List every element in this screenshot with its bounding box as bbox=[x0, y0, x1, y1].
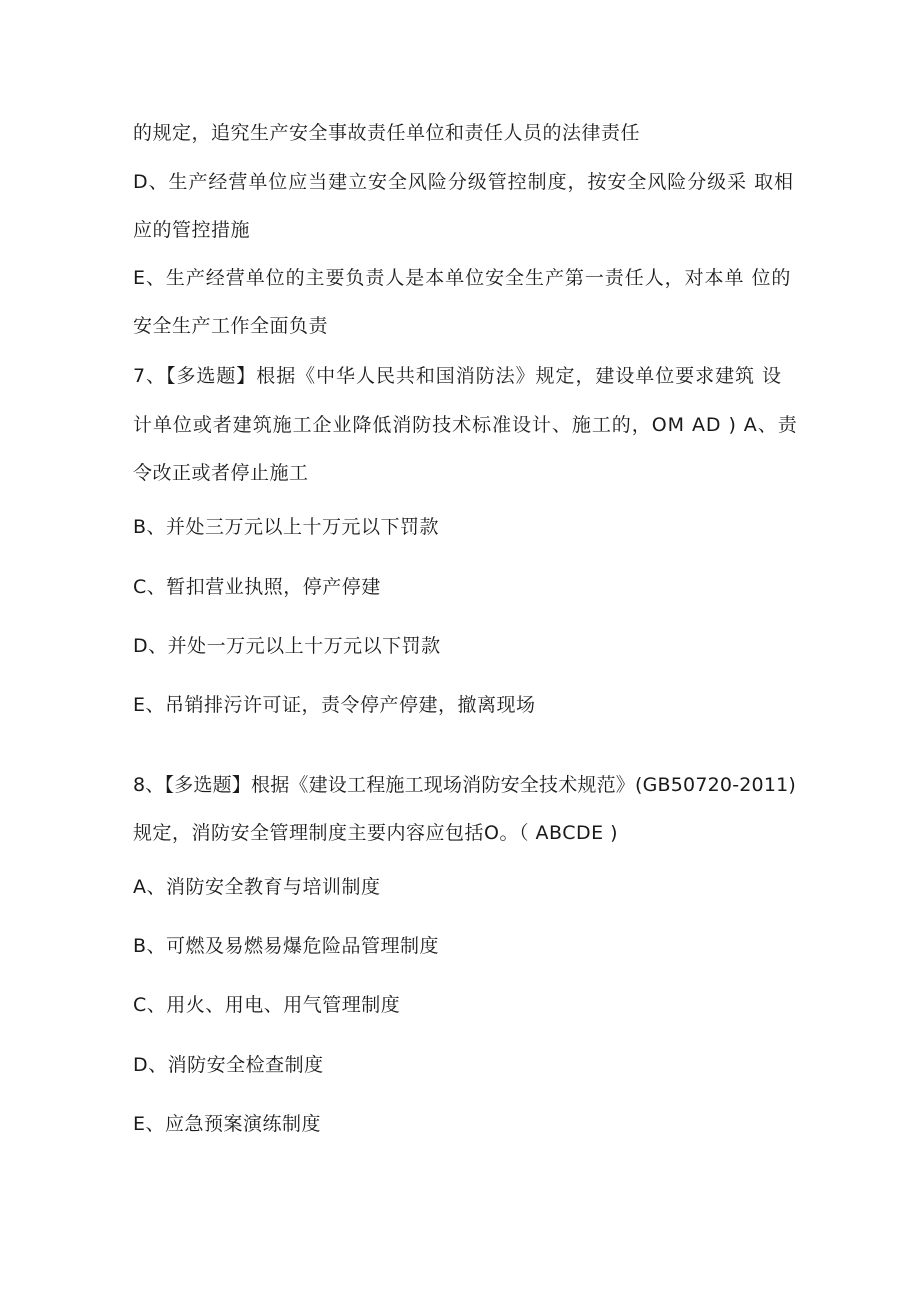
text-line: 令改正或者停止施工 bbox=[133, 462, 309, 484]
option-a-line: A、消防安全教育与培训制度 bbox=[133, 876, 381, 898]
option-c-line: C、暂扣营业执照，停产停建 bbox=[133, 576, 381, 598]
text-line: 计单位或者建筑施工企业降低消防技术标准设计、施工的，OM AD ) A、责 bbox=[133, 414, 798, 436]
option-e-line: E、生产经营单位的主要负责人是本单位安全生产第一责任人，对本单 位的 bbox=[133, 267, 792, 289]
question-7-line: 7、【多选题】根据《中华人民共和国消防法》规定，建设单位要求建筑 设 bbox=[133, 365, 782, 387]
option-e-line: E、应急预案演练制度 bbox=[133, 1113, 322, 1135]
option-e-line: E、吊销排污许可证，责令停产停建，撤离现场 bbox=[133, 694, 536, 716]
option-c-line: C、用火、用电、用气管理制度 bbox=[133, 994, 401, 1016]
option-b-line: B、并处三万元以上十万元以下罚款 bbox=[133, 516, 440, 538]
option-d-line: D、生产经营单位应当建立安全风险分级管控制度，按安全风险分级采 取相 bbox=[133, 171, 794, 193]
option-d-line: D、并处一万元以上十万元以下罚款 bbox=[133, 635, 441, 657]
text-line: 规定，消防安全管理制度主要内容应包括O。（ ABCDE ) bbox=[133, 822, 619, 844]
question-8-line: 8、【多选题】根据《建设工程施工现场消防安全技术规范》(GB50720-2011) bbox=[133, 774, 797, 796]
text-line: 应的管控措施 bbox=[133, 219, 251, 241]
text-line: 安全生产工作全面负责 bbox=[133, 315, 329, 337]
option-b-line: B、可燃及易燃易爆危险品管理制度 bbox=[133, 935, 440, 957]
option-d-line: D、消防安全检查制度 bbox=[133, 1054, 324, 1076]
text-line: 的规定，追究生产安全事故责任单位和责任人员的法律责任 bbox=[133, 122, 641, 144]
